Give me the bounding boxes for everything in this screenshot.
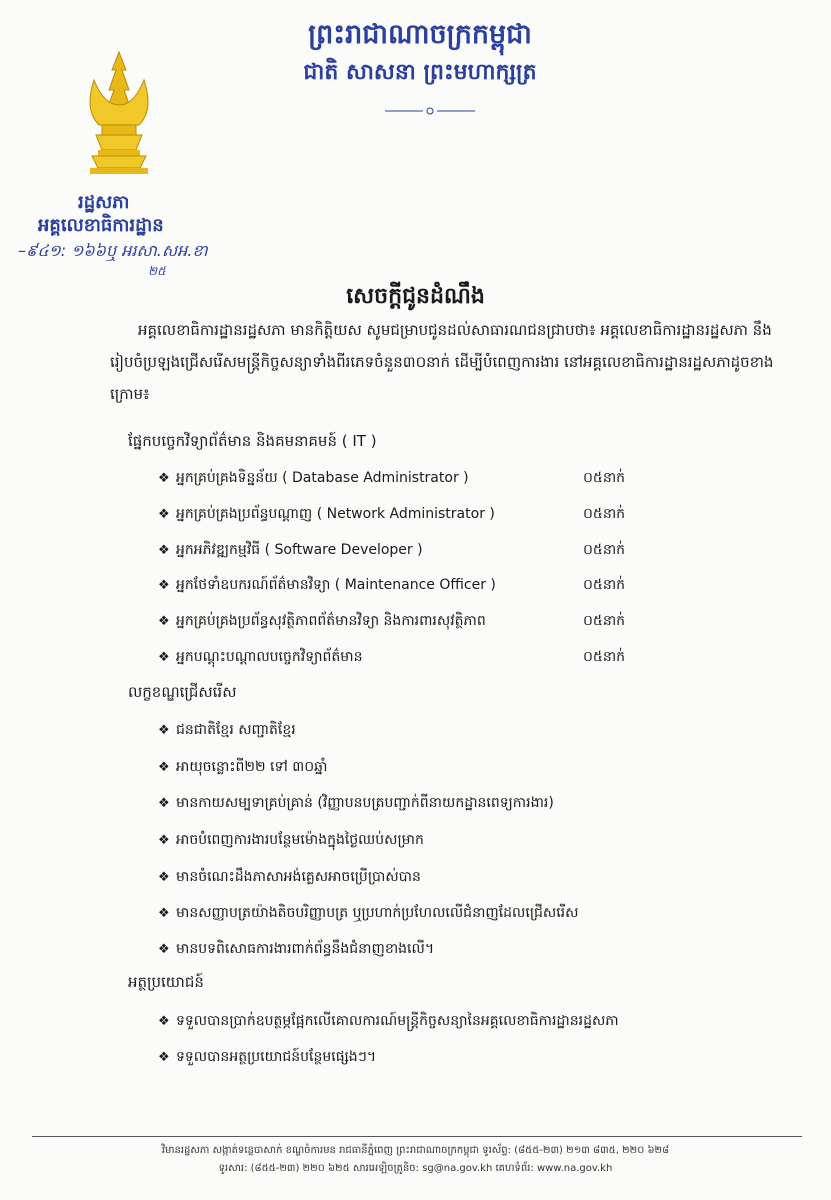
diamond-bullet-icon: ❖ <box>158 833 170 848</box>
position-label: អ្នកបណ្តុះបណ្តាលបច្ចេកវិទ្យាព័ត៌មាន <box>176 649 363 665</box>
list-item <box>158 647 362 668</box>
diamond-bullet-icon: ❖ <box>158 760 170 775</box>
footer-address: វិមានរដ្ឋសភា សង្កាត់ទន្លេបាសាក់ ខណ្ឌចំការមន រាជធានីភ្នំពេញ ព្រះរាជាណាចក្រកម្ពុជា ទូរស័ព្ទ: (៨៥៥-២៣) ២១៣ ៨៣៥, ២២០ ៦២៨ <box>161 1145 670 1156</box>
ornament-divider-icon <box>385 106 475 116</box>
list-item <box>158 793 554 814</box>
document-title: សេចក្តីជូនដំណឹង <box>346 284 485 309</box>
list-item <box>158 468 469 489</box>
position-count: ០៥នាក់ <box>583 577 626 593</box>
criteria-section-heading: លក្ខខណ្ឌជ្រើសរើស <box>128 683 237 701</box>
criteria-label: មានកាយសម្បទាគ្រប់គ្រាន់ (វិញ្ញាបនបត្របញ្ជាក់ពីនាយកដ្ឋានពេទ្យការងារ) <box>176 795 554 811</box>
national-motto: ជាតិ សាសនា ព្រះមហាក្សត្រ <box>303 59 537 85</box>
list-item <box>158 867 421 888</box>
list-item <box>158 903 578 924</box>
diamond-bullet-icon: ❖ <box>158 614 170 629</box>
diamond-bullet-icon: ❖ <box>158 1014 170 1029</box>
position-count: ០៥នាក់ <box>583 542 626 558</box>
diamond-bullet-icon: ❖ <box>158 650 170 665</box>
position-label: អ្នកគ្រប់គ្រងទិន្នន័យ ( Database Administrator ) <box>176 470 469 486</box>
diamond-bullet-icon: ❖ <box>158 507 170 522</box>
diamond-bullet-icon: ❖ <box>158 1050 170 1065</box>
intro-paragraph: អគ្គលេខាធិការដ្ឋានរដ្ឋសភា មានកិត្តិយស សូមជម្រាបជូនដល់សាធារណជនជ្រាបថា៖ អគ្គលេខាធិការដ្ឋានរដ្ឋសភា នឹងរៀបចំប្រឡងជ្រើសរើសមន្ត្រីកិច្ចសន្យាទាំងពីរភេទចំនួន៣០នាក់ ដើម្បីបំពេញការងារ នៅអគ្គលេខាធិការដ្ឋានរដ្ឋសភាដូចខាងក្រោម៖ <box>110 321 774 403</box>
footer-divider <box>32 1136 802 1137</box>
kingdom-title: ព្រះរាជាណាចក្រកម្ពុជា <box>308 19 532 50</box>
diamond-bullet-icon: ❖ <box>158 942 170 957</box>
royal-emblem-icon <box>74 50 164 180</box>
benefit-label: ទទួលបានប្រាក់ឧបត្ថម្ភផ្អែកលើគោលការណ៍មន្ត្រីកិច្ចសន្យានៃអគ្គលេខាធិការដ្ឋានរដ្ឋសភា <box>176 1013 619 1029</box>
it-section-heading: ផ្នែកបច្ចេកវិទ្យាព័ត៌មាន និងគមនាគមន៍ ( IT ) <box>128 432 377 450</box>
footer-contact: ទូរសារ: (៨៥៥-២៣) ២២០ ៦២៥ សារអេឡិចត្រូនិច: sg@na.gov.kh គេហទំព័រ: www.na.gov.kh <box>218 1163 613 1174</box>
position-label: អ្នកគ្រប់គ្រងប្រព័ន្ធសុវត្ថិភាពព័ត៌មានវិទ្យា និងការពារសុវត្ថិភាព <box>176 613 486 629</box>
criteria-label: អាយុចន្លោះពី២២ ទៅ ៣០ឆ្នាំ <box>176 759 328 775</box>
diamond-bullet-icon: ❖ <box>158 796 170 811</box>
diamond-bullet-icon: ❖ <box>158 471 170 486</box>
position-label: អ្នកគ្រប់គ្រងប្រព័ន្ធបណ្តាញ ( Network Administrator ) <box>176 506 495 522</box>
position-label: អ្នកថែទាំឧបករណ៍ព័ត៌មានវិទ្យា ( Maintenance Officer ) <box>176 577 496 593</box>
diamond-bullet-icon: ❖ <box>158 578 170 593</box>
list-item <box>158 1011 619 1032</box>
diamond-bullet-icon: ❖ <box>158 870 170 885</box>
list-item <box>158 540 423 561</box>
position-count: ០៥នាក់ <box>583 613 626 629</box>
list-item <box>158 1047 376 1068</box>
position-count: ០៥នាក់ <box>583 470 626 486</box>
diamond-bullet-icon: ❖ <box>158 543 170 558</box>
diamond-bullet-icon: ❖ <box>158 906 170 921</box>
list-item <box>158 504 495 525</box>
criteria-label: អាចបំពេញការងារបន្ថែមម៉ោងក្នុងថ្ងៃឈប់សម្រាក <box>176 832 424 848</box>
list-item <box>158 575 496 596</box>
benefits-section-heading: អត្ថប្រយោជន៍ <box>128 973 204 991</box>
list-item <box>158 757 327 778</box>
list-item <box>158 830 424 851</box>
position-label: អ្នកអភិវឌ្ឍកម្មវិធី ( Software Developer ) <box>176 542 423 558</box>
benefit-label: ទទួលបានអត្ថប្រយោជន៍បន្ថែមផ្សេងៗ។ <box>176 1049 377 1065</box>
diamond-bullet-icon: ❖ <box>158 723 170 738</box>
criteria-label: មានបទពិសោធការងារពាក់ព័ន្ធនឹងជំនាញខាងលើ។ <box>176 941 435 957</box>
criteria-label: មានសញ្ញាបត្រយ៉ាងតិចបរិញ្ញាបត្រ ឬប្រហាក់ប្រហែលលើជំនាញដែលជ្រើសរើស <box>176 905 579 921</box>
position-count: ០៥នាក់ <box>583 649 626 665</box>
criteria-label: ជនជាតិខ្មែរ សញ្ជាតិខ្មែរ <box>176 722 296 738</box>
reference-sub: ២៥ <box>148 264 166 278</box>
list-item <box>158 939 434 960</box>
ministry-name: រដ្ឋសភា <box>78 192 130 213</box>
list-item <box>158 611 486 632</box>
list-item <box>158 720 296 741</box>
criteria-label: មានចំណេះដឹងភាសាអង់គ្លេសអាចប្រើប្រាស់បាន <box>176 869 421 885</box>
office-name: អគ្គលេខាធិការដ្ឋាន <box>38 215 164 236</box>
reference-number: –៩៤១: ១៦៦ឬ អរសា.សអ.ខា <box>18 241 208 260</box>
position-count: ០៥នាក់ <box>583 506 626 522</box>
